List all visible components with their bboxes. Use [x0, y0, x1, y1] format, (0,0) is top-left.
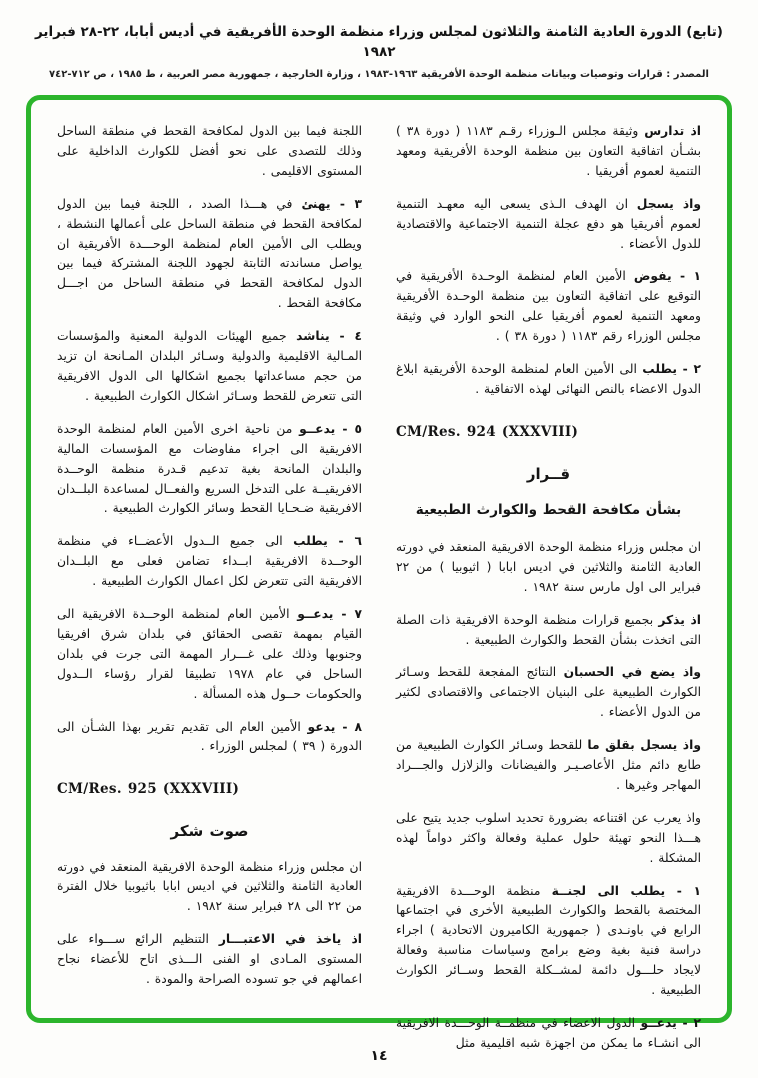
- resolution-reference: CM/Res. 925 (XXXVIII): [57, 781, 240, 798]
- paragraph: اذ ياخذ في الاعتبـــار التنظيم الرائع ســـواء على المستوى المـادى او الفنى الـــذى اتاح للأعضاء نجاح اعمالهم في جو تسوده الصراحة والمودة .: [57, 932, 362, 987]
- paragraph: اللجنة فيما بين الدول لمكافحة القحط في منطقة الساحل وذلك للتصدى على نحو أفضل للكوارث الداخلية على المستوى الاقليمى .: [57, 124, 362, 178]
- paragraph: اذ تدارس وثيقة مجلس الـوزراء رقـم ١١٨٣ ( دورة ٣٨ ) بشـأن اتفاقية التعاون بين منظمة الوحدة الأفريقية ومعهد التنمية لعموم أفريقيا .: [396, 124, 701, 178]
- header-source: المصدر : قرارات وتوصيات وبيانات منظمة الوحدة الأفريقية ١٩٦٣-١٩٨٣ ، وزارة الخارجية ، جمهورية مصر العربية ، ط ١٩٨٥ ، ص ٧١٢-٧٤٢: [49, 68, 709, 80]
- paragraph: واذ يضع في الحسبان النتائج المفجعة للقحط وسـائر الكوارث الطبيعية على البنيان الاجتماعى والاقتصادى لكثير من الدول الأعضاء .: [396, 665, 701, 720]
- resolution-heading: قــرار: [526, 464, 571, 483]
- paragraph: ان مجلس وزراء منظمة الوحدة الافريقية المنعقد في دورته العادية الثامنة والثلاثين في اديس ابابا ( اثيوبيا ) من ٢٢ فبراير الى اول مارس سنة ١٩٨٢ .: [396, 539, 701, 594]
- paragraph: ٢ - يطلب الى الأمين العام لمنظمة الوحدة الأفريقية ابلاغ الدول الاعضاء بالنص النهائى لهذه الاتفاقية .: [396, 362, 701, 396]
- resolution-subject: بشأن مكافحة القحط والكوارث الطبيعية: [415, 502, 682, 519]
- paragraph: ٥ - يدعــو من ناحية اخرى الأمين العام لمنظمة الوحدة الافريقية الى اجراء مفاوضات مع المؤسسات المالية والبلدان المانحة بغية تدعيم قـدرة منظمة الوحــدة الافريقيــة على التدخل السريع والفعــال لمساعدة البلــدان الافريقية ضـحـايا القحط وسائر الكوارث الطبيعية .: [57, 421, 363, 516]
- paragraph: ٨ - يدعو الأمين العام الى تقديم تقرير بهذا الشـأن الى الدورة ( ٣٩ ) لمجلس الوزراء .: [57, 719, 363, 754]
- paragraph: واذ يسجل ان الهدف الـذى يسعى اليه معهـد التنمية لعموم أفريقيا هو دفع عجلة التنمية الاجتماعية والاقتصادية للدول الأعضاء .: [396, 196, 701, 251]
- paragraph: اذ يذكر بجميع قرارات منظمة الوحدة الافريقية ذات الصلة التى اتخذت بشأن القحط والكوارث الطبيعية .: [396, 612, 701, 647]
- left-column: [57, 122, 362, 1002]
- paragraph: واذ يعرب عن اقتناعه بضرورة تحديد اسلوب جديد يتيح على هـــذا النحو تهيئة حلول عملية وفعالة واكثر دواماً لهذه المشكلة .: [396, 810, 701, 865]
- two-column-layout: [57, 122, 701, 1050]
- paragraph: ١ - يطلب الى لجنــة منظمة الوحـــدة الافريقية المختصة بالقحط والكوارث الطبيعية الأخرى في اجتماعها الرابع في باونـدى ( جمهورية الكاميرون الاتحادية ) اجراء دراسة فنية بغية وضع برامج وسياسات مناسبة وفعالة لايجاد حلـــول دائمة لمشــكلة القحط وســائر الكوارث الطبيعية .: [396, 883, 701, 998]
- paragraph: ٣ - يهنئ في هـــذا الصدد ، اللجنة فيما بين الدول لمكافحة القحط في منطقة الساحل على أعمالها النشطة ، ويطلب الى الأمين العام لمنظمة الوحـــدة الأفريقية ان يواصل مساندته الثابتة لجهود اللجنة المشتركة فيما بين الدول لمكافحة القحط في منطقة الساحل من اجـــل مكافحة القحط .: [57, 196, 362, 311]
- page-number: ١٤: [370, 1048, 388, 1064]
- paragraph: ٧ - يدعــو الأمين العام لمنظمة الوحــدة الافريقية الى القيام بمهمة تقصى الحقائق في بلدان شرق افريقيا وجنوبها وذلك على غـــرار المهمة التى جرت في بلدان الساحل في عام ١٩٧٨ تطبيقا لقرار رؤساء الــدول والحكومات حــول هذه المسألة .: [57, 607, 362, 701]
- resolution-heading: صوت شكر: [170, 822, 249, 841]
- header-title: (تابع) الدورة العادية الثامنة والثلاثون لمجلس وزراء منظمة الوحدة الأفريقية في أديس أبابا، ٢٢-٢٨ فبراير ١٩٨٢: [35, 24, 723, 61]
- paragraph: ١ - يفوض الأمين العام لمنظمة الوحـدة الأفريقية في التوقيع على اتفاقية التعاون بين منظمة الوحـدة الأفريقية ومعهد التنمية لعموم أفريقيا على النحو الوارد في وثيقة مجلس الوزراء رقم ١١٨٣ ( دورة ٣٨ ) .: [396, 269, 701, 344]
- content-border-frame: [26, 95, 732, 1050]
- resolution-reference: CM/Res. 924 (XXXVIII): [396, 423, 579, 440]
- paragraph: واذ يسجل بقلق ما للقحط وسـائر الكوارث الطبيعية من طابع دائم مثل الأعاصـيـر والفيضانات والزلازل والجـــراد المهاجر وغيرها .: [396, 738, 701, 792]
- paragraph: ٢ - يدعــو الدول الاعضاء في منظمــة الوحـــدة الافريقية الى انشـاء ما يمكن من اجهزة شبه اقليمية مثل: [396, 1016, 701, 1050]
- paragraph: ان مجلس وزراء منظمة الوحدة الافريقية المنعقد في دورته العادية الثامنة والثلاثين في اديس ابابا باثيوبيا خلال الفترة من ٢٢ الى ٢٨ فبراير سنة ١٩٨٢ .: [57, 859, 362, 914]
- page-header: [0, 0, 758, 82]
- right-column: [396, 122, 701, 1050]
- paragraph: ٦ - يطلب الى جميع الــدول الأعضــاء في منظمة الوحــدة الافريقية ابــداء تضامن فعلى مع البلــدان الافريقية التى تتعرض لكل اعمال الكوارث الطبيعية .: [57, 534, 362, 589]
- paragraph: ٤ - يناشد جميع الهيئات الدولية المعنية والمؤسسات المـالية الاقليمية والدولية وسـائر البلدان المـانحة ان تزيد من حجم مساعداتها بجميع اشكالها الى الدول الافريقية التى تتعرض للقحط وسـائر اشكال الكوارث الطبيعية .: [57, 329, 362, 403]
